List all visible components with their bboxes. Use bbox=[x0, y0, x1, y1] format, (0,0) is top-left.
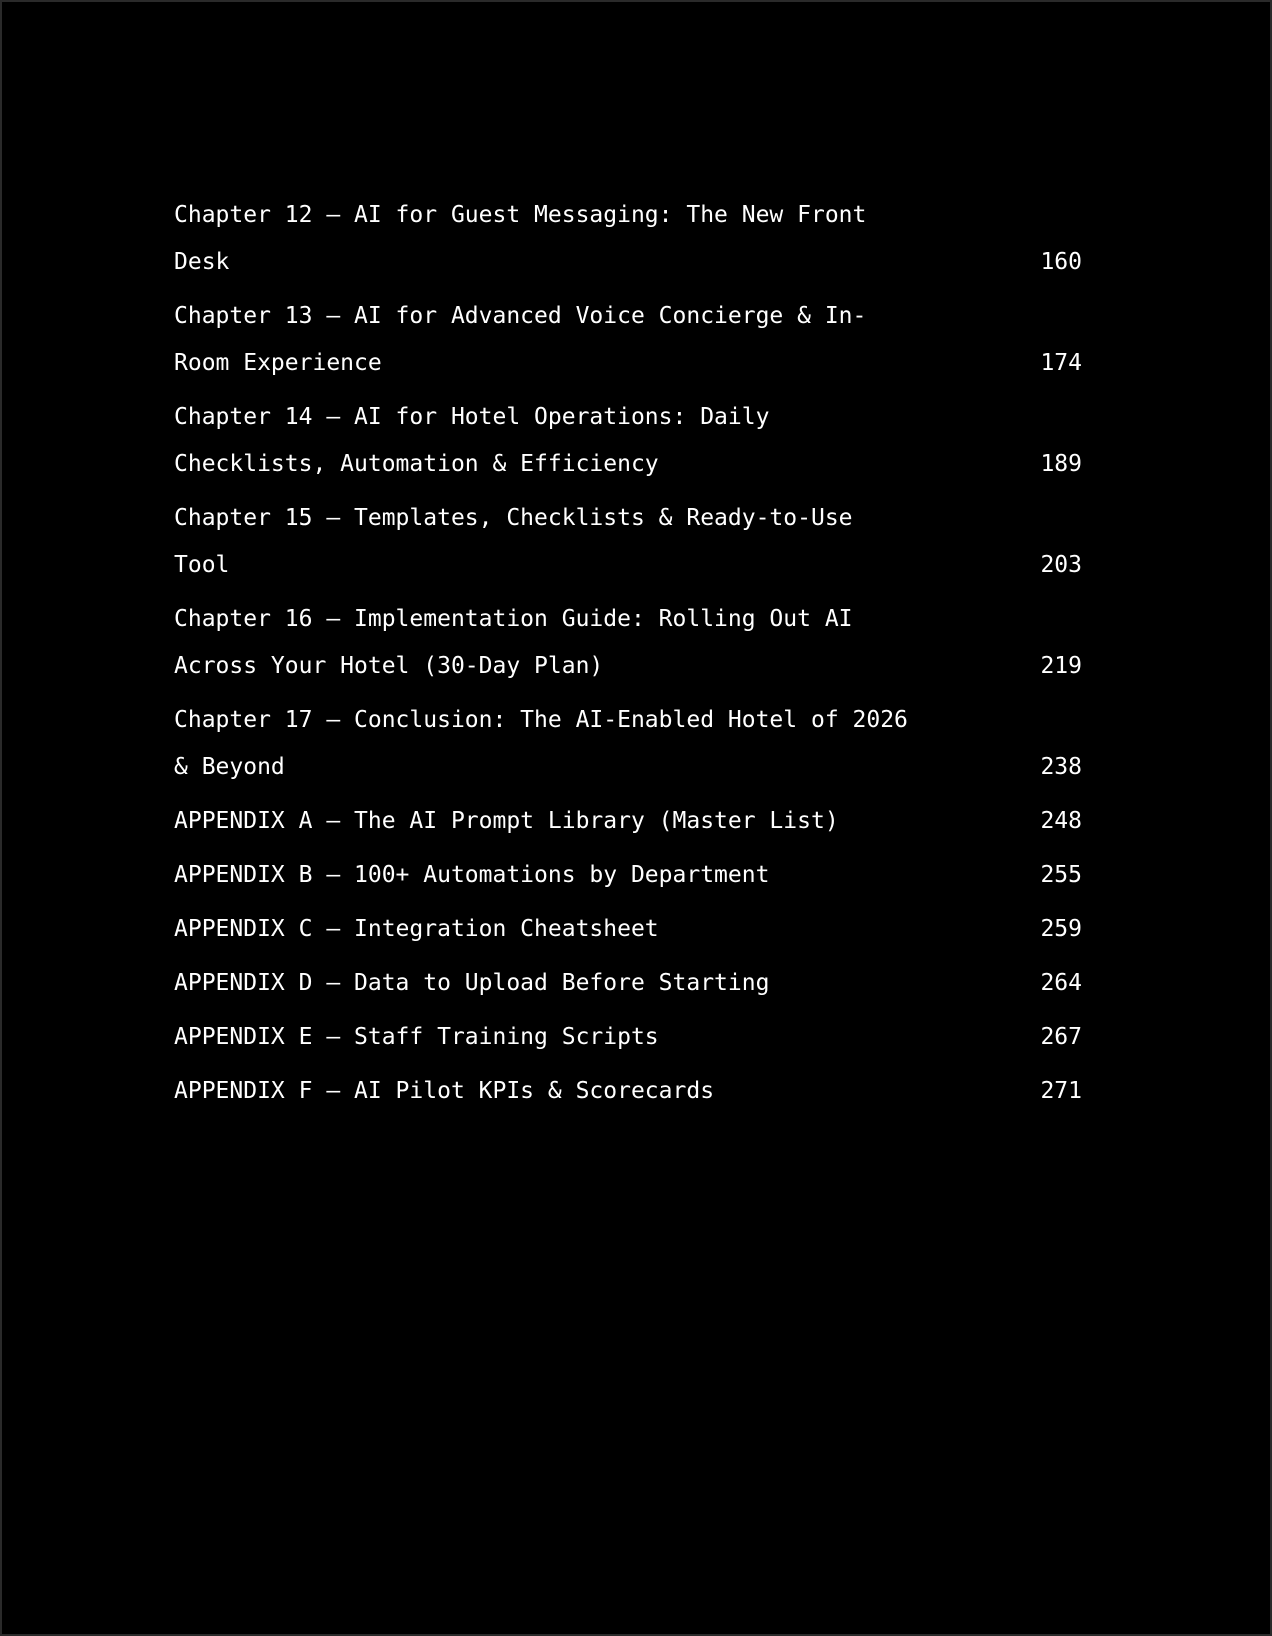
table-of-contents bbox=[174, 192, 1082, 1122]
toc-entry-chapter-17[interactable] bbox=[174, 697, 1082, 791]
toc-entry-title: Chapter 16 — Implementation Guide: Rolling Out AI Across Your Hotel (30-Day Plan) bbox=[174, 606, 867, 679]
toc-entry-page-number: 219 bbox=[1040, 653, 1082, 679]
toc-entry-chapter-12[interactable] bbox=[174, 192, 1082, 286]
toc-entry-page-number: 255 bbox=[1040, 862, 1082, 888]
toc-entry-chapter-15[interactable] bbox=[174, 495, 1082, 589]
toc-entry-chapter-14[interactable] bbox=[174, 394, 1082, 488]
toc-entry-page-number: 259 bbox=[1040, 916, 1082, 942]
toc-entry-page-number: 264 bbox=[1040, 970, 1082, 996]
toc-entry-page-number: 238 bbox=[1040, 754, 1082, 780]
toc-entry-title: APPENDIX B — 100+ Automations by Department bbox=[174, 862, 770, 888]
toc-entry-title: Chapter 14 — AI for Hotel Operations: Daily Checklists, Automation & Efficiency bbox=[174, 404, 784, 477]
toc-entry-appendix-c[interactable] bbox=[174, 906, 1082, 953]
toc-entry-page-number: 174 bbox=[1040, 350, 1082, 376]
toc-entry-title: APPENDIX A — The AI Prompt Library (Master List) bbox=[174, 808, 839, 834]
toc-entry-page-number: 248 bbox=[1040, 808, 1082, 834]
toc-entry-appendix-b[interactable] bbox=[174, 852, 1082, 899]
toc-entry-appendix-f[interactable] bbox=[174, 1068, 1082, 1115]
toc-entry-chapter-13[interactable] bbox=[174, 293, 1082, 387]
toc-entry-title: Chapter 12 — AI for Guest Messaging: The New Front Desk bbox=[174, 202, 881, 275]
toc-entry-title: APPENDIX D — Data to Upload Before Starting bbox=[174, 970, 770, 996]
toc-entry-title: APPENDIX C — Integration Cheatsheet bbox=[174, 916, 659, 942]
toc-entry-page-number: 271 bbox=[1040, 1078, 1082, 1104]
toc-entry-chapter-16[interactable] bbox=[174, 596, 1082, 690]
toc-entry-appendix-d[interactable] bbox=[174, 960, 1082, 1007]
toc-entry-page-number: 267 bbox=[1040, 1024, 1082, 1050]
toc-entry-appendix-e[interactable] bbox=[174, 1014, 1082, 1061]
toc-entry-title: APPENDIX E — Staff Training Scripts bbox=[174, 1024, 659, 1050]
toc-entry-title: Chapter 17 — Conclusion: The AI-Enabled Hotel of 2026 & Beyond bbox=[174, 707, 922, 780]
toc-entry-title: Chapter 13 — AI for Advanced Voice Concierge & In-Room Experience bbox=[174, 303, 867, 376]
toc-entry-title: Chapter 15 — Templates, Checklists & Ready-to-Use Tool bbox=[174, 505, 867, 578]
toc-entry-page-number: 160 bbox=[1040, 249, 1082, 275]
toc-entry-page-number: 189 bbox=[1040, 451, 1082, 477]
toc-entry-title: APPENDIX F — AI Pilot KPIs & Scorecards bbox=[174, 1078, 715, 1104]
toc-entry-appendix-a[interactable] bbox=[174, 798, 1082, 845]
toc-entry-page-number: 203 bbox=[1040, 552, 1082, 578]
